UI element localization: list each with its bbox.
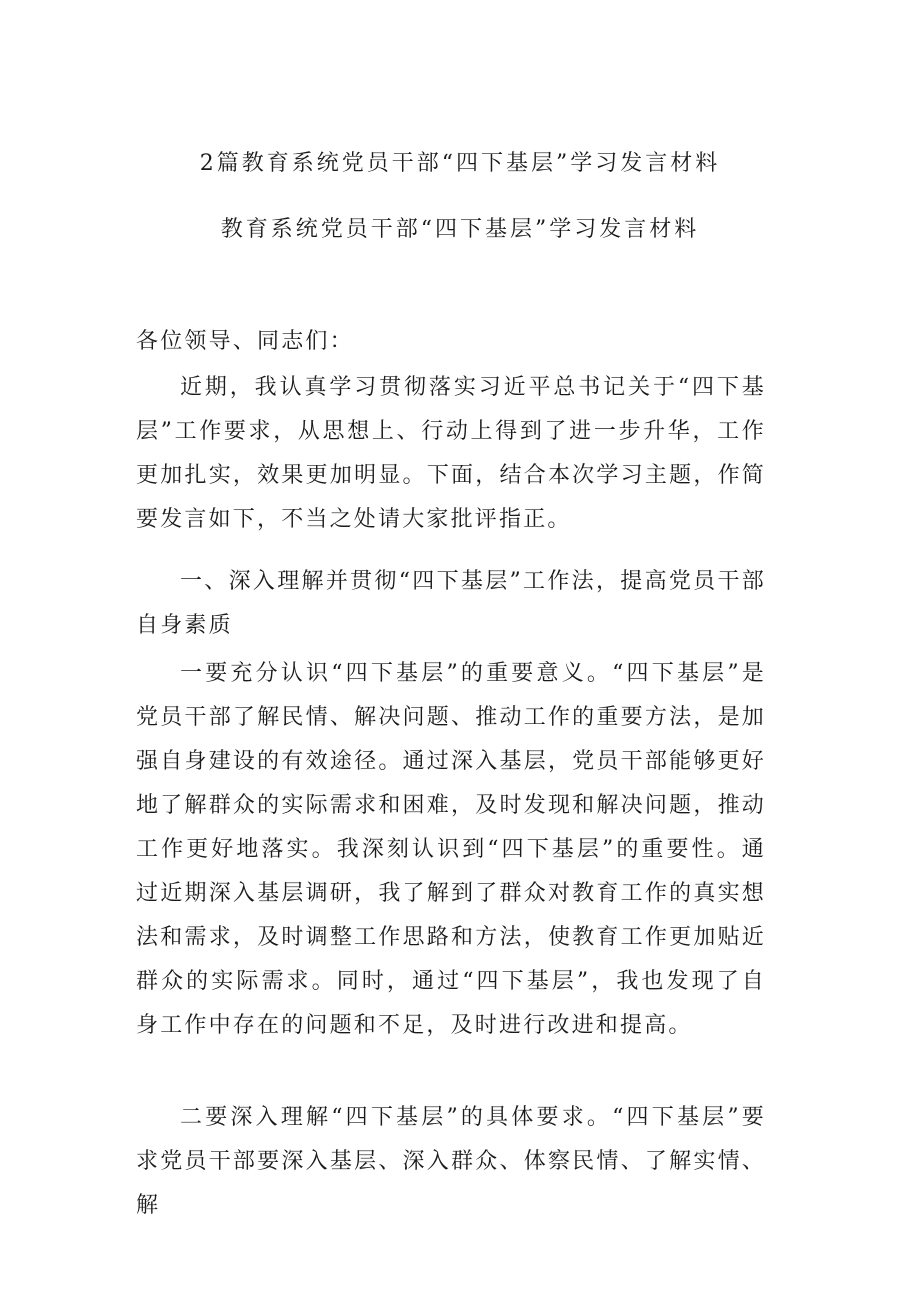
greeting: 各位领导、同志们： [136,329,354,354]
paragraph-intro: 近期，我认真学习贯彻落实习近平总书记关于“四下基层”工作要求，从思想上、行动上得到了进一步升华，工作更加扎实，效果更加明显。下面，结合本次学习主题，作简要发言如下，不当之处请大家批评指正。 [136,375,766,532]
document-title: 2篇教育系统党员干部“四下基层”学习发言材料 [199,151,721,176]
paragraph-point-2: 二要深入理解“四下基层”的具体要求。“四下基层”要求党员干部要深入基层、深入群众、体察民情、了解实情、解 [136,1105,766,1218]
section-heading-1: 一、深入理解并贯彻“四下基层”工作法，提高党员干部自身素质 [136,569,766,638]
document-subtitle: 教育系统党员干部“四下基层”学习发言材料 [220,217,700,242]
paragraph-point-1: 一要充分认识“四下基层”的重要意义。“四下基层”是党员干部了解民情、解决问题、推动工作的重要方法，是加强自身建设的有效途径。通过深入基层，党员干部能够更好地了解群众的实际需求和困难，及时发现和解决问题，推动工作更好地落实。我深刻认识到“四下基层”的重要性。通过近期深入基层调研，我了解到了群众对教育工作的真实想法和需求，及时调整工作思路和方法，使教育工作更加贴近群众的实际需求。同时，通过“四下基层”，我也发现了自身工作中存在的问题和不足，及时进行改进和提高。 [136,661,766,1038]
